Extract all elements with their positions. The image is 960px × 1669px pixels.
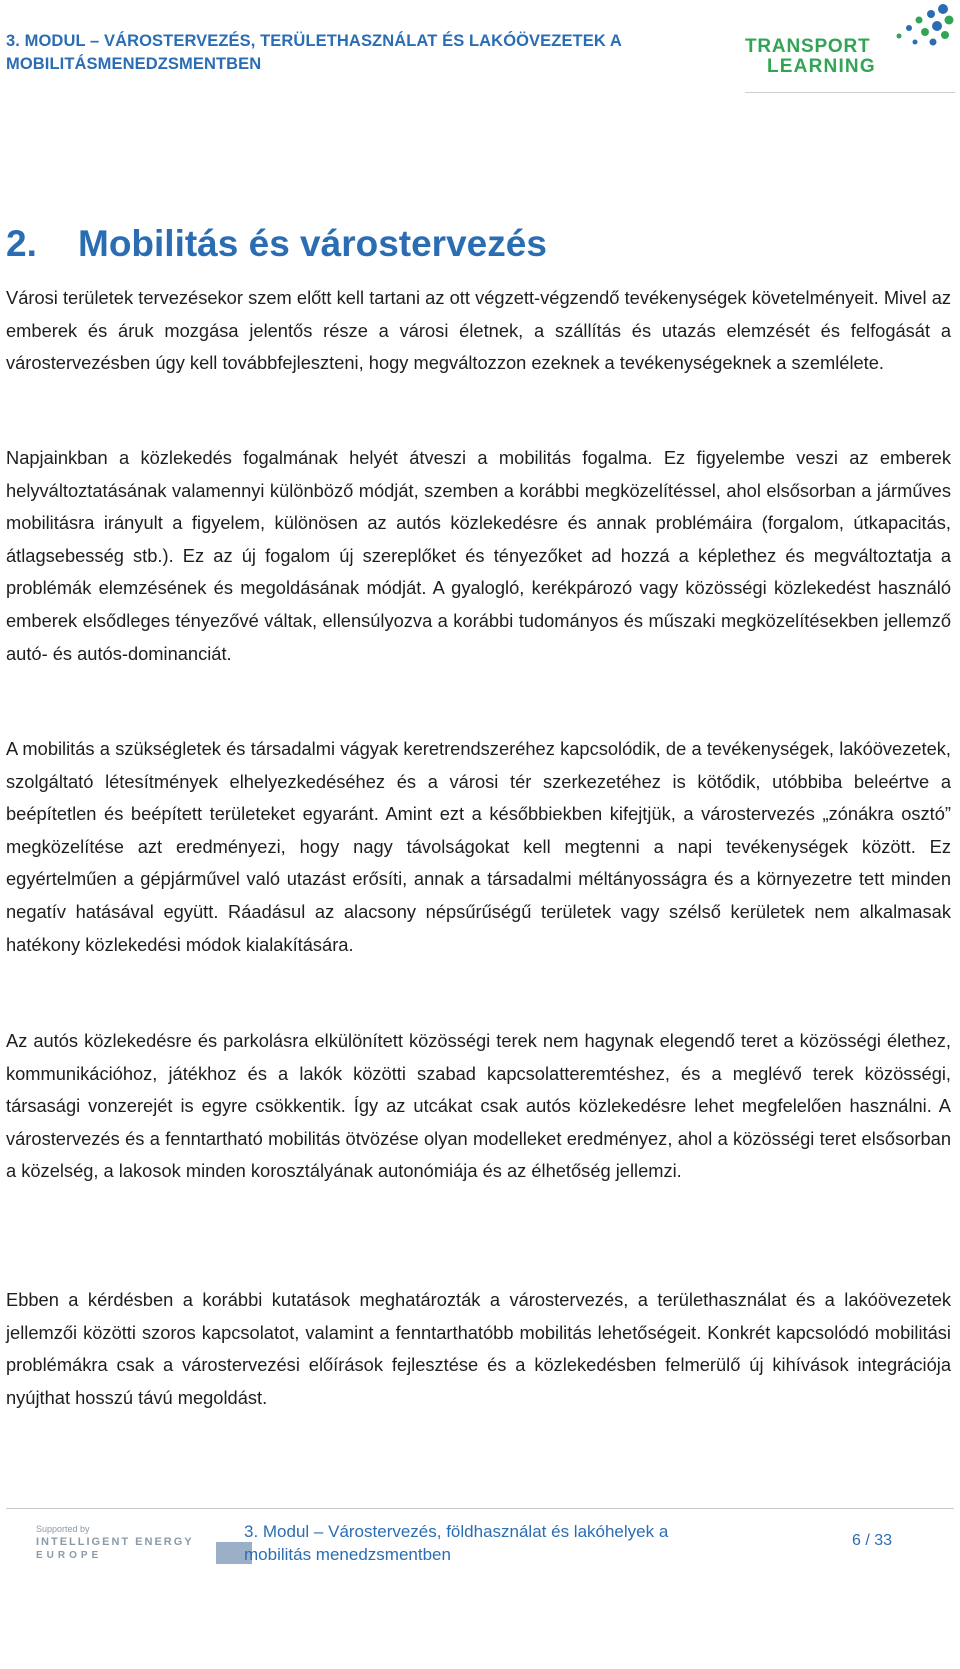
module-title xyxy=(6,30,706,76)
program-name-line-2: EUROPE xyxy=(36,1550,103,1561)
footer-divider xyxy=(6,1508,954,1509)
intelligent-energy-europe-logo xyxy=(36,1524,236,1566)
paragraph: Napjainkban a közlekedés fogalmának helyét átveszi a mobilitás fogalma. Ez figyelembe veszi az emberek helyváltoztatásának valamennyi különböző módját, szemben a korábbi megközelítéssel, ahol elsősorban a járműves mobilitásra irányult a figyelem, különösen az autós közlekedésre és annak problémáira (forgalom, útkapacitás, átlagsebesség stb.). Ez az új fogalom új szereplőket és tényezőket ad hozzá a képlethez és megváltoztatja a problémák elemzésének és megoldásának módját. A gyalogló, kerékpározó vagy közösségi közlekedést használó emberek elsődleges tényezővé váltak, ellensúlyozva a korábbi tudományos és műszaki megközelítésekben jellemző autó- és autós-dominanciát. xyxy=(6,447,951,664)
footer-module-line-2: mobilitás menedzsmentben xyxy=(244,1545,451,1564)
section-heading xyxy=(6,222,547,266)
program-name-line-1: INTELLIGENT ENERGY xyxy=(36,1536,194,1548)
footer-module-line-1: 3. Modul – Várostervezés, földhasználat és lakóhelyek a xyxy=(244,1522,669,1541)
paragraph: Az autós közlekedésre és parkolásra elkülönített közösségi terek nem hagynak elegendő teret a közösségi élethez, kommunikációhoz, játékhoz és a lakók közötti szabad kapcsolatteremtéshez, és a meglévő terek közösségi, társasági vonzerejét is egyre csökkentik. Így az utcákat csak autós közlekedésre lehet megfelelően használni. A várostervezés és a fenntartható mobilitás ötvözése olyan modelleket eredményez, ahol a közösségi teret elsősorban a közelség, a lakosok minden korosztályának autonómiája és az élhetőség jellemzi. xyxy=(6,1030,951,1182)
paragraph: Ebben a kérdésben a korábbi kutatások meghatározták a várostervezés, a területhasználat és a lakóövezetek jellemzői közötti szoros kapcsolatot, valamint a fenntarthatóbb mobilitás lehetőségeit. Konkrét kapcsolódó mobilitási problémákra csak a várostervezési előírások fejlesztése és a közlekedésben felmerülő új kihívások integrációja nyújthat hosszú távú megoldást. xyxy=(6,1289,951,1408)
section-title: Mobilitás és várostervezés xyxy=(78,223,547,264)
header-divider xyxy=(745,92,955,93)
paragraph: Városi területek tervezésekor szem előtt kell tartani az ott végzett-végzendő tevékenységek követelményeit. Mivel az emberek és áruk mozgása jelentős része a városi életnek, a szállítás és utazás elemzését és felfogását a várostervezésben úgy kell továbbfejleszteni, hogy megváltozzon ezeknek a tevékenységeknek a szemlélete. xyxy=(6,287,951,374)
supported-by-label: Supported by xyxy=(36,1524,90,1534)
paragraph: A mobilitás a szükségletek és társadalmi vágyak keretrendszeréhez kapcsolódik, de a tevékenységek, lakóövezetek, szolgáltató létesítmények elhelyezkedéséhez és a városi tér szerkezetéhez is kötődik, utóbbiba beleértve a beépítetlen és beépített területeket egyaránt. Amint ezt a későbbiekben kifejtjük, a várostervezés „zónákra osztó” megközelítése azt eredményezi, hogy nagy távolságokat kell megtenni a napi tevékenységek között. Ez egyértelműen a gépjárművel való utazást erősíti, annak a társadalmi méltányosságra és a környezetre tett minden negatív hatásával együtt. Ráadásul az alacsony népsűrűségű területek vagy szélső kerületek nem alkalmasak hatékony közlekedési módok kialakítására. xyxy=(6,738,951,955)
transport-learning-logo xyxy=(745,2,955,88)
page-number: 6 / 33 xyxy=(852,1532,893,1549)
logo-text-transport: TRANSPORT xyxy=(745,36,871,57)
section-number: 2. xyxy=(6,223,37,264)
module-title-line-1: 3. MODUL – VÁROSTERVEZÉS, TERÜLETHASZNÁLAT ÉS LAKÓÖVEZETEK A xyxy=(6,32,622,50)
logo-text-learning: LEARNING xyxy=(767,56,876,77)
module-title-line-2: MOBILITÁSMENEDZSMENTBEN xyxy=(6,55,262,73)
footer-module-title xyxy=(244,1520,714,1566)
logo-dots-icon xyxy=(873,2,955,62)
